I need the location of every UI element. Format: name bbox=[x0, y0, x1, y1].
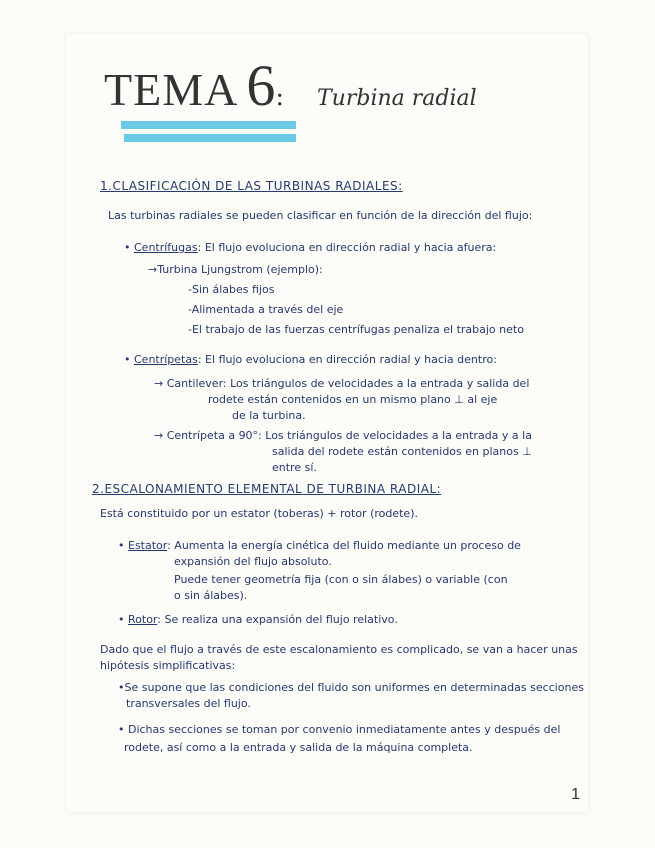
estator-label: Estator bbox=[128, 539, 168, 552]
hypothesis-intro-1: Dado que el flujo a través de este escalonamiento es complicado, se van a hacer unas bbox=[100, 643, 578, 656]
centripetas-text: : El flujo evoluciona en dirección radial y hacia dentro: bbox=[197, 353, 497, 366]
hypothesis-1-line-1: •Se supone que las condiciones del fluido son uniformes en determinadas secciones bbox=[118, 681, 584, 694]
section1-heading: 1.CLASIFICACIÓN DE LAS TURBINAS RADIALES: bbox=[100, 179, 403, 193]
centripeta90-line-1: → Centrípeta a 90°: Los triángulos de velocidades a la entrada y a la bbox=[154, 429, 532, 442]
centrifugas-line: • Centrífugas: El flujo evoluciona en dirección radial y hacia afuera: bbox=[124, 241, 497, 254]
notebook-page bbox=[66, 34, 588, 812]
title-number: 6 bbox=[246, 53, 276, 118]
hypothesis-2-line-1: • Dichas secciones se toman por convenio inmediatamente antes y después del bbox=[118, 723, 561, 736]
estator-line: • Estator: Aumenta la energía cinética del fluido mediante un proceso de bbox=[118, 539, 521, 552]
page-title bbox=[104, 52, 284, 119]
centripeta90-line-3: entre sí. bbox=[272, 461, 317, 474]
cantilever-line-3: de la turbina. bbox=[232, 409, 306, 422]
hypothesis-intro-2: hipótesis simplificativas: bbox=[100, 659, 236, 672]
title-colon: : bbox=[275, 82, 285, 112]
centrifugas-item-1: -Sin álabes fijos bbox=[188, 283, 275, 296]
centrifugas-item-3: -El trabajo de las fuerzas centrífugas penaliza el trabajo neto bbox=[188, 323, 524, 336]
highlight-bar-2 bbox=[124, 134, 296, 142]
rotor-label: Rotor bbox=[128, 613, 158, 626]
centrifugas-item-2: -Alimentada a través del eje bbox=[188, 303, 344, 316]
section2-heading: 2.ESCALONAMIENTO ELEMENTAL DE TURBINA RADIAL: bbox=[92, 482, 442, 496]
estator-line-4: o sin álabes). bbox=[174, 589, 248, 602]
section2-intro: Está constituido por un estator (toberas) + rotor (rodete). bbox=[100, 507, 418, 520]
page-number: 1 bbox=[571, 786, 580, 803]
section1-intro: Las turbinas radiales se pueden clasificar en función de la dirección del flujo: bbox=[108, 209, 533, 222]
hypothesis-2-line-2: rodete, así como a la entrada y salida de la máquina completa. bbox=[124, 741, 473, 754]
cantilever-line-2: rodete están contenidos en un mismo plano ⊥ al eje bbox=[208, 393, 498, 406]
estator-line-1: : Aumenta la energía cinética del fluido mediante un proceso de bbox=[167, 539, 521, 552]
estator-line-3: Puede tener geometría fija (con o sin álabes) o variable (con bbox=[174, 573, 508, 586]
hypothesis-1-line-2: transversales del flujo. bbox=[126, 697, 251, 710]
centrifugas-text: : El flujo evoluciona en dirección radial y hacia afuera: bbox=[197, 241, 497, 254]
estator-line-2: expansión del flujo absoluto. bbox=[174, 555, 332, 568]
centrifugas-label: Centrífugas bbox=[134, 241, 198, 254]
rotor-text: : Se realiza una expansión del flujo relativo. bbox=[157, 613, 398, 626]
cantilever-line-1: → Cantilever: Los triángulos de velocidades a la entrada y salida del bbox=[154, 377, 530, 390]
centripeta90-line-2: salida del rodete están contenidos en planos ⊥ bbox=[272, 445, 532, 458]
rotor-line: • Rotor: Se realiza una expansión del flujo relativo. bbox=[118, 613, 398, 626]
highlight-bar-1 bbox=[121, 121, 296, 129]
title-subtitle: Turbina radial bbox=[317, 86, 477, 111]
centrifugas-example: →Turbina Ljungstrom (ejemplo): bbox=[148, 263, 323, 276]
centripetas-line: • Centrípetas: El flujo evoluciona en dirección radial y hacia dentro: bbox=[124, 353, 497, 366]
centripetas-label: Centrípetas bbox=[134, 353, 198, 366]
title-tema: TEMA bbox=[104, 64, 239, 115]
